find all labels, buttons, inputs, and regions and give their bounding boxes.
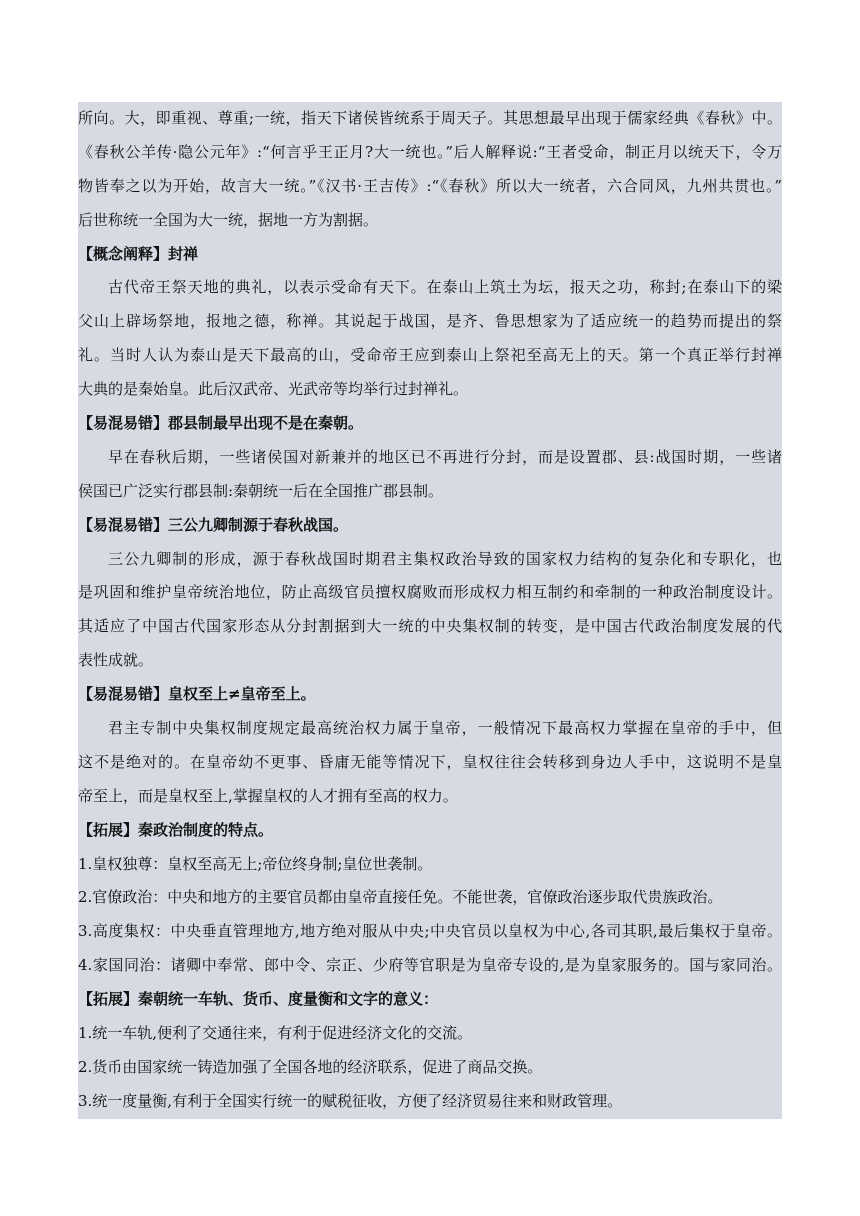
fengshan-paragraph	[78, 271, 782, 407]
section-heading-huangquan: 【易混易错】皇权至上≠皇帝至上。	[78, 685, 316, 704]
paragraph-line: 大典的是秦始皇。此后汉武帝、光武帝等均举行过封禅礼。	[78, 380, 469, 399]
huangquan-paragraph	[78, 712, 782, 814]
section-heading-fengshan: 【概念阐释】封禅	[78, 244, 199, 263]
paragraph-line: 父山上辟场祭地，报地之德，称禅。其说起于战国，是齐、鲁思想家为了适应统一的趋势而提出的祭	[78, 312, 782, 331]
paragraph-line: 帝至上，而是皇权至上,掌握皇权的人才拥有至高的权力。	[78, 786, 458, 805]
paragraph-line: 侯国已广泛实行郡县制:秦朝统一后在全国推广郡县制。	[78, 481, 444, 500]
document-body	[78, 102, 782, 1119]
features-list	[78, 848, 782, 984]
paragraph-line: 三公九卿制的形成，源于春秋战国时期君主集权政治导致的国家权力结构的复杂化和专职化，也	[108, 549, 782, 568]
list-item: 1.皇权独尊：皇权至高无上;帝位终身制;皇位世袭制。	[78, 854, 433, 873]
list-item: 3.高度集权：中央垂直管理地方,地方绝对服从中央;中央官员以皇权为中心,各司其职,最后集权于皇帝。	[78, 922, 782, 941]
unification-list	[78, 1017, 782, 1119]
list-item: 4.家国同治：诸卿中奉常、郎中令、宗正、少府等官职是为皇帝专设的,是为皇家服务的。国与家同治。	[78, 956, 782, 975]
paragraph-line: 礼。当时人认为泰山是天下最高的山，受命帝王应到泰山上祭祀至高无上的天。第一个真正举行封禅	[78, 346, 782, 365]
section-heading-unification: 【拓展】秦朝统一车轨、货币、度量衡和文字的意义：	[78, 990, 439, 1009]
list-item: 2.官僚政治：中央和地方的主要官员都由皇帝直接任免。不能世袭，官僚政治逐步取代贵族政治。	[78, 888, 723, 907]
paragraph-line: 古代帝王祭天地的典礼，以表示受命有天下。在泰山上筑土为坛，报天之功，称封;在泰山下的梁	[108, 278, 782, 297]
paragraph-line: 是巩固和维护皇帝统治地位，防止高级官员擅权腐败而形成权力相互制约和牵制的一种政治制度设计。	[78, 583, 782, 602]
section-heading-junxian: 【易混易错】郡县制最早出现不是在秦朝。	[78, 414, 364, 433]
paragraph-line: 表性成就。	[78, 651, 154, 670]
section-heading-features: 【拓展】秦政治制度的特点。	[78, 820, 274, 839]
list-item: 3.统一度量衡,有利于全国实行统一的赋税征收，方便了经济贸易往来和财政管理。	[78, 1091, 623, 1110]
sangong-paragraph	[78, 543, 782, 679]
intro-paragraph	[78, 102, 782, 238]
paragraph-line: 这不是绝对的。在皇帝幼不更事、昏庸无能等情况下，皇权往往会转移到身边人手中，这说明不是皇	[78, 752, 782, 771]
list-item: 1.统一车轨,便利了交通往来，有利于促进经济文化的交流。	[78, 1024, 473, 1043]
paragraph-line: 所向。大，即重视、尊重;一统，指天下诸侯皆统系于周天子。其思想最早出现于儒家经典《春秋》中。	[78, 109, 782, 127]
junxian-paragraph	[78, 441, 782, 509]
paragraph-line: 其适应了中国古代国家形态从分封割据到大一统的中央集权制的转变，是中国古代政治制度发展的代	[78, 617, 782, 636]
paragraph-line: 早在春秋后期，一些诸侯国对新兼并的地区已不再进行分封，而是设置郡、县:战国时期，一些诸	[108, 447, 782, 466]
paragraph-line: 后世称统一全国为大一统，据地一方为割据。	[78, 210, 379, 229]
paragraph-line: 《春秋公羊传·隐公元年》:“何言乎王正月?大一统也。”后人解释说:“王者受命，制正月以统天下，令万	[78, 142, 782, 161]
section-heading-sangong: 【易混易错】三公九卿制源于春秋战国。	[78, 515, 349, 534]
paragraph-line: 君主专制中央集权制度规定最高统治权力属于皇帝，一般情况下最高权力掌握在皇帝的手中，但	[108, 719, 782, 738]
list-item: 2.货币由国家统一铸造加强了全国各地的经济联系，促进了商品交换。	[78, 1057, 543, 1076]
paragraph-line: 物皆奉之以为开始，故言大一统。”《汉书·王吉传》:“《春秋》所以大一统者，六合同风，九州共贯也。”	[78, 176, 782, 195]
